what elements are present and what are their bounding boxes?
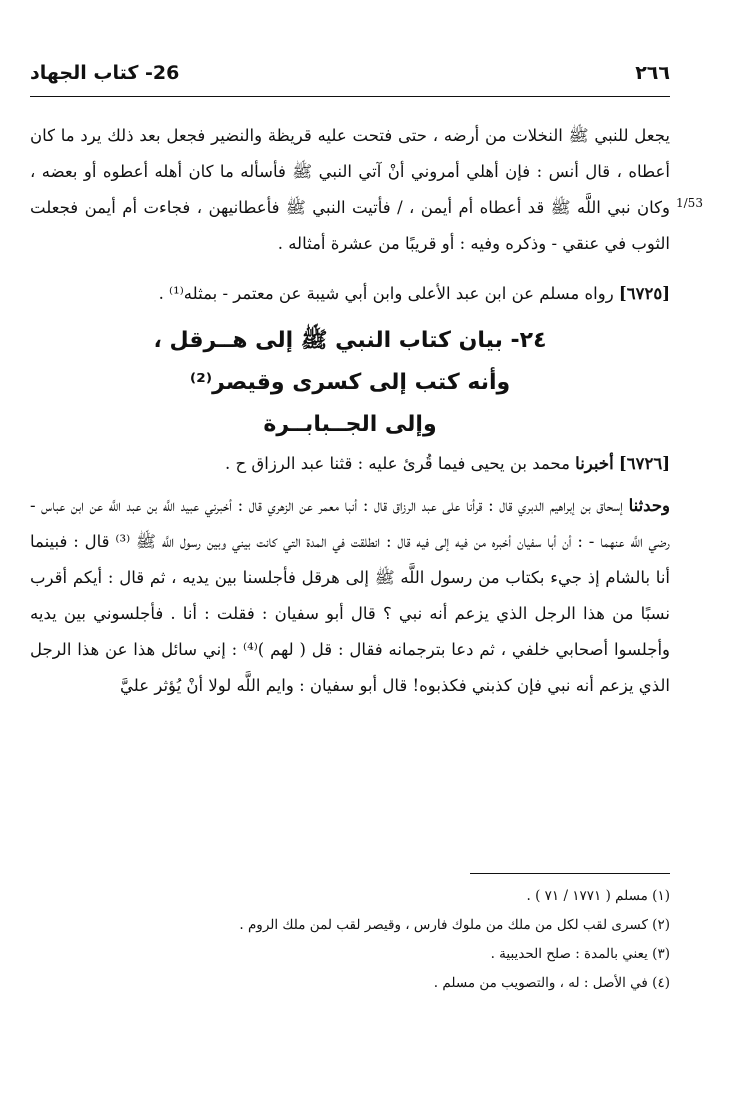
hadith-text: محمد بن يحيى فيما قُرئ عليه : قثنا عبد الرزاق ح . [225,454,570,473]
intro-paragraph: يجعل للنبي ﷺ النخلات من أرضه ، حتى فتحت عليه قريظة والنضير فجعل بعد ذلك يرد ما كان أعطاه ، قال أنس : فإن أهلي أمروني أنْ آتي النبي ﷺ فأسأله ما كان أهله أعطوه أو بعضه ، وكان نبي اللَّه ﷺ قد أعطاه أم أيمن ، / فأتيت النبي ﷺ فأعطانيهن ، فجاءت أم أيمن فجعلت الثوب في عنقي - وذكره وفيه : أو قريبًا من عشرة أمثاله . [30,126,670,253]
chapter-title [30,320,670,446]
body-lead-word: وحدثنا [628,496,671,515]
hadith-6725 [30,276,670,312]
chapter-title-line-1: ٢٤- بيان كتاب النبي ﷺ إلى هــرقل ، [153,328,547,353]
footnotes [30,882,670,998]
footnote: (٢) كسرى لقب لكل من ملك من ملوك فارس ، وقيصر لقب لمن ملك الروم . [239,917,670,933]
hadith-lead-word: أخبرنا [575,454,614,473]
page-number: ٢٦٦ [635,62,670,84]
footnote: (٤) في الأصل : له ، والتصويب من مسلم . [433,975,670,991]
margin-reference: 1/53 [676,196,703,210]
footnote-rule [470,873,670,874]
footnote: (٣) يعني بالمدة : صلح الحديبية . [490,946,670,962]
chapter-title-line-3: وإلى الجــبابــرة [263,412,437,437]
header-rule [30,96,670,97]
hadith-6726 [30,446,670,482]
hadith-number: [٦٧٢٦] [618,454,670,473]
hadith-text: رواه مسلم عن ابن عبد الأعلى وابن أبي شيبة عن معتمر - بمثله⁽¹⁾ . [158,284,614,303]
hadith-number: [٦٧٢٥] [618,284,670,303]
footnote: (١) مسلم ( ١٧٧١ / ٧١ ) . [526,888,670,904]
running-header [30,62,670,92]
page-body [30,118,670,704]
body-paragraph [30,488,670,704]
chapter-name: 26- كتاب الجهاد [30,62,180,84]
body-text: إسحاق بن إبراهيم الدبري قال : قرأنا على عبد الرزاق قال : أنبا معمر عن الزهري قال : أخبرني عبيد اللَّه بن عبد اللَّه عن ابن عباس - رضي اللَّه عنهما - : أن أبا سفيان أخبره من فيه إلى فيه قال : انطلقت في المدة التي كانت بيني وبين رسول اللَّه ﷺ ⁽³⁾ قال : فبينما أنا بالشام إذ جيء بكتاب من رسول اللَّه ﷺ إلى هرقل فأجلسنا بين يديه ، ثم قال : أيكم أقرب نسبًا من هذا الرجل الذي يزعم أنه نبي ؟ قال أبو سفيان : فقلت : أنا . فأجلسوني بين يديه وأجلسوا أصحابي خلفي ، ثم دعا بترجمانه فقال : قل ( لهم )⁽⁴⁾ : إني سائل هذا عن هذا الرجل الذي يزعم أنه نبي فإن كذبني فكذبوه! قال أبو سفيان : وايم اللَّه لولا أنْ يُؤثر عليَّ [30,496,671,695]
chapter-title-line-2: وأنه كتب إلى كسرى وقيصر⁽²⁾ [189,370,511,395]
